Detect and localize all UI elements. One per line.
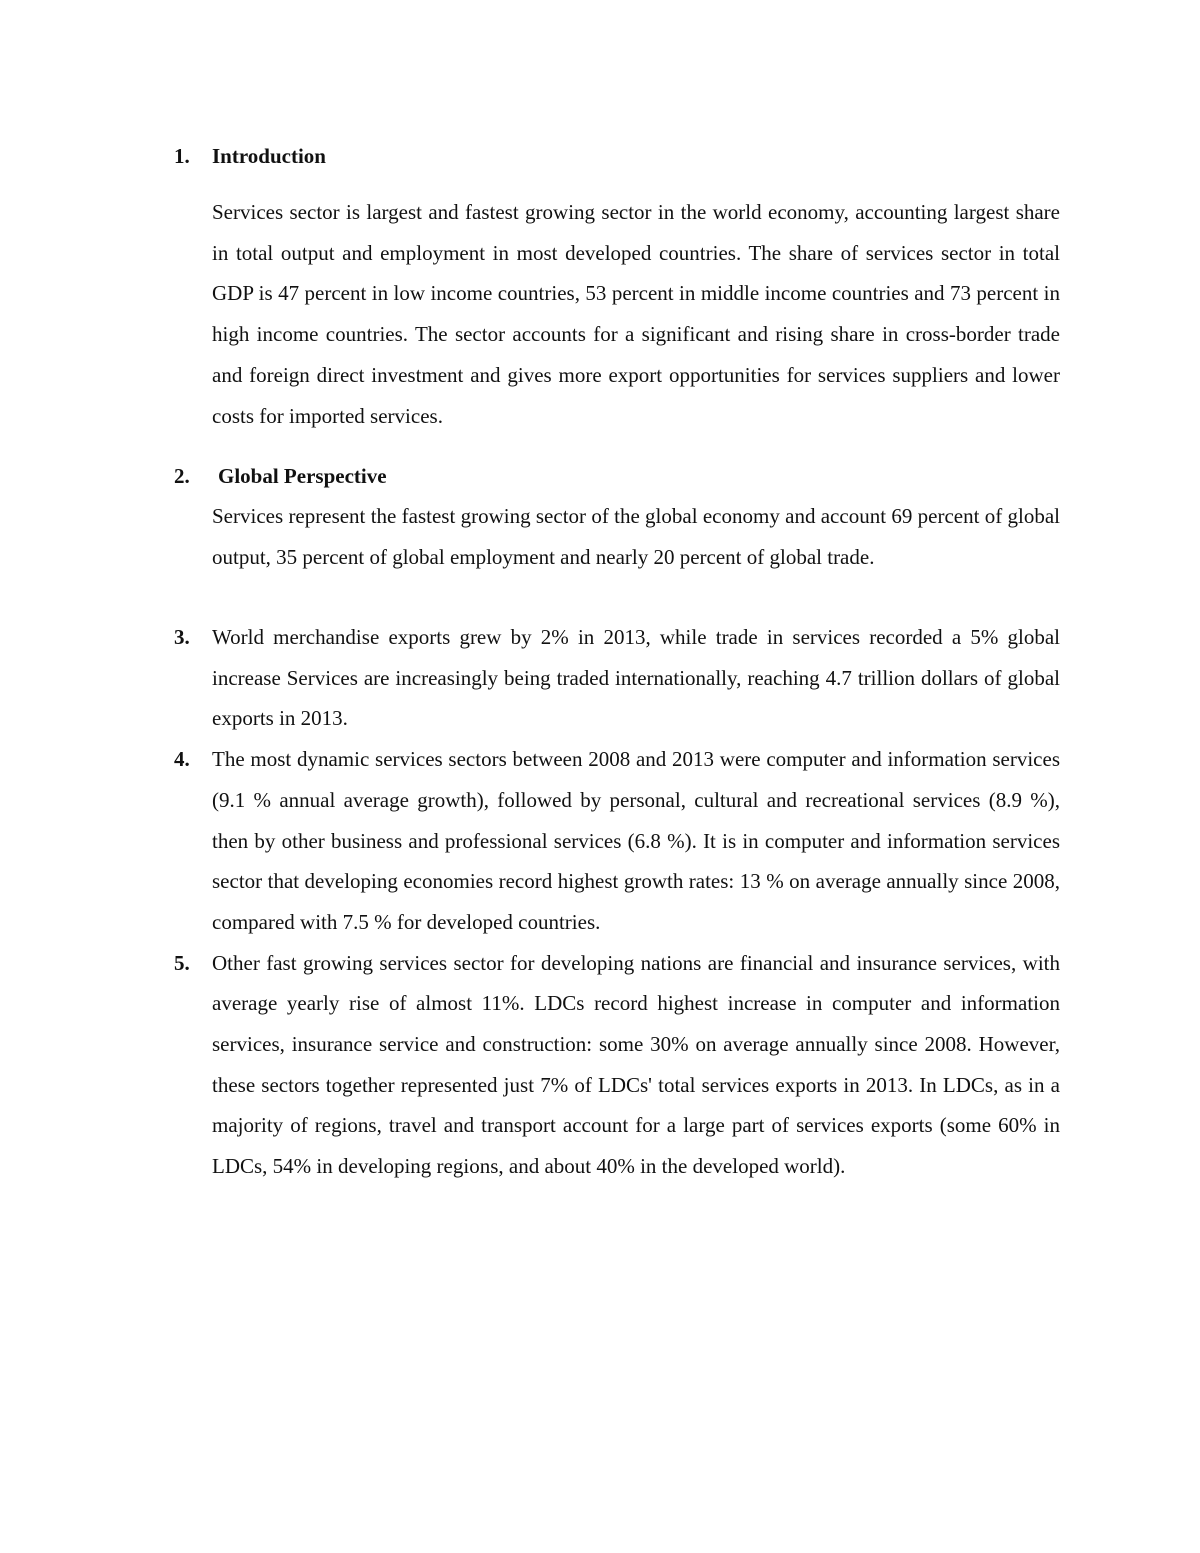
list-item-number: 4. xyxy=(174,747,190,772)
numbered-list xyxy=(174,617,1060,1187)
list-item-number: 5. xyxy=(174,950,190,975)
global-perspective-paragraph-block xyxy=(174,496,1060,577)
list-item xyxy=(174,739,1060,943)
list-item-text: World merchandise exports grew by 2% in 2013, while trade in services recorded a 5% global increase Services are increasingly being traded internationally, reaching 4.7 trillion dollars of global exports in 2013. xyxy=(212,625,1060,731)
list-item xyxy=(174,943,1060,1187)
section-heading-global-perspective xyxy=(174,456,1060,497)
section-heading-introduction xyxy=(174,136,1060,177)
section-number: 1. xyxy=(174,144,190,168)
section-title: Global Perspective xyxy=(218,464,387,488)
list-item-number: 3. xyxy=(174,625,190,649)
list-item-text: The most dynamic services sectors between 2008 and 2013 were computer and information services (9.1 % annual average growth), followed by personal, cultural and recreational services (8.9 %), then by other business and professional services (6.8 %). It is in computer and information services sector that developing economies record highest growth rates: 13 % on average annually since 2008, compared with 7.5 % for developed countries. xyxy=(212,747,1060,934)
section-global-perspective xyxy=(174,456,1060,497)
global-perspective-paragraph: Services represent the fastest growing sector of the global economy and account 69 percent of global output, 35 percent of global employment and nearly 20 percent of global trade. xyxy=(212,504,1060,569)
introduction-paragraph-block xyxy=(174,192,1060,436)
section-introduction xyxy=(174,136,1060,177)
section-title: Introduction xyxy=(212,144,326,168)
introduction-paragraph: Services sector is largest and fastest growing sector in the world economy, accounting largest share in total output and employment in most developed countries. The share of services sector in total GDP is 47 percent in low income countries, 53 percent in middle income countries and 73 percent in high income countries. The sector accounts for a significant and rising share in cross-border trade and foreign direct investment and gives more export opportunities for services suppliers and lower costs for imported services. xyxy=(212,200,1060,428)
section-number: 2. xyxy=(174,464,190,488)
list-item-text: Other fast growing services sector for developing nations are financial and insurance services, with average yearly rise of almost 11%. LDCs record highest increase in computer and information services, insurance service and construction: some 30% on average annually since 2008. However, these sectors together represented just 7% of LDCs' total services exports in 2013. In LDCs, as in a majority of regions, travel and transport account for a large part of services exports (some 60% in LDCs, 54% in developing regions, and about 40% in the developed world). xyxy=(212,950,1060,1179)
list-item xyxy=(174,617,1060,739)
